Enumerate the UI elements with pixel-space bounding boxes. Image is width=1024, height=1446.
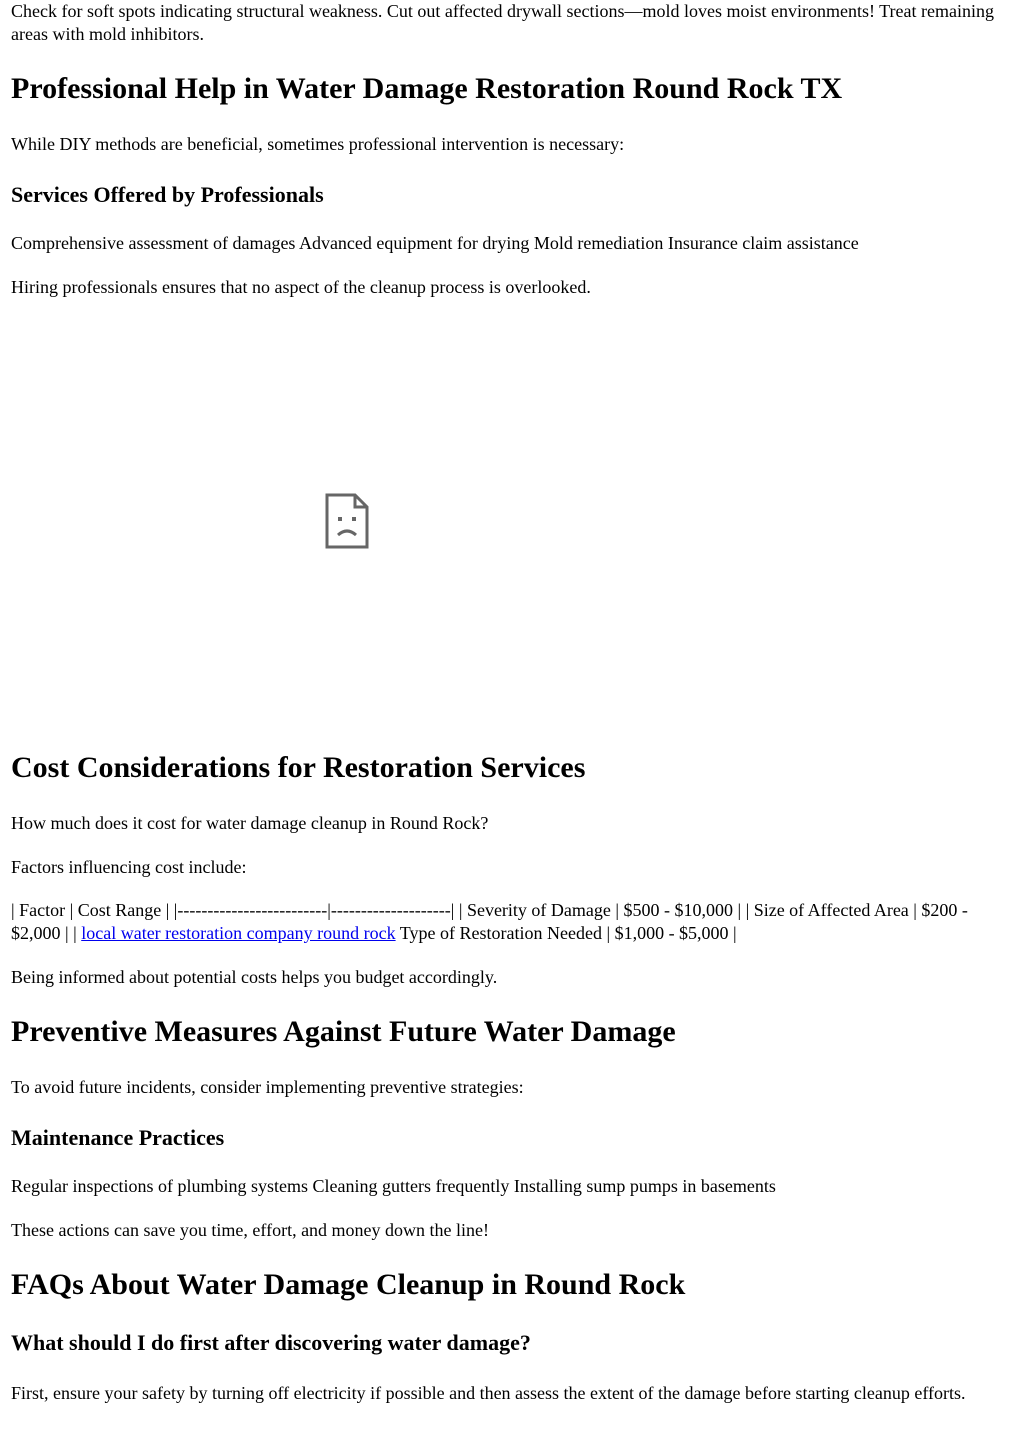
professional-help-intro: While DIY methods are beneficial, sometimes professional intervention is necessary: <box>11 134 625 154</box>
faq-question: What should I do first after discovering water damage? <box>11 1330 531 1355</box>
professional-help-closing: Hiring professionals ensures that no aspect of the cleanup process is overlooked. <box>11 277 591 297</box>
cost-factors-intro: Factors influencing cost include: <box>11 857 247 877</box>
maintenance-subheading: Maintenance Practices <box>11 1125 225 1150</box>
services-list-text: Comprehensive assessment of damages Advanced equipment for drying Mold remediation Insurance claim assistance <box>11 233 859 253</box>
cost-heading: Cost Considerations for Restoration Services <box>11 751 586 784</box>
broken-image-icon <box>325 493 369 549</box>
cost-table-text <box>11 899 1013 945</box>
cost-table-text-before: | Factor | Cost Range | |-------------------------|--------------------| | Severity of Damage | $500 - $10,000 | | Size of Affected Area | $200 - $2,000 | | <box>11 900 968 943</box>
cost-question: How much does it cost for water damage cleanup in Round Rock? <box>11 813 489 833</box>
preventive-heading: Preventive Measures Against Future Water Damage <box>11 1015 676 1048</box>
services-subheading: Services Offered by Professionals <box>11 182 324 207</box>
intro-paragraph: Check for soft spots indicating structural weakness. Cut out affected drywall sections—mold loves moist environments! Treat remaining areas with mold inhibitors. <box>11 1 994 44</box>
preventive-closing: These actions can save you time, effort, and money down the line! <box>11 1220 490 1240</box>
faq-heading: FAQs About Water Damage Cleanup in Round Rock <box>11 1268 686 1301</box>
cost-table-text-after: Type of Restoration Needed | $1,000 - $5,000 | <box>395 923 737 943</box>
preventive-intro: To avoid future incidents, consider implementing preventive strategies: <box>11 1077 524 1097</box>
professional-help-heading: Professional Help in Water Damage Restoration Round Rock TX <box>11 72 843 105</box>
cost-closing: Being informed about potential costs helps you budget accordingly. <box>11 967 498 987</box>
faq-answer: First, ensure your safety by turning off electricity if possible and then assess the extent of the damage before starting cleanup efforts. <box>11 1383 966 1403</box>
maintenance-practices-text: Regular inspections of plumbing systems Cleaning gutters frequently Installing sump pumps in basements <box>11 1176 776 1196</box>
broken-image <box>11 296 711 746</box>
local-restoration-link[interactable]: local water restoration company round rock <box>81 923 396 943</box>
